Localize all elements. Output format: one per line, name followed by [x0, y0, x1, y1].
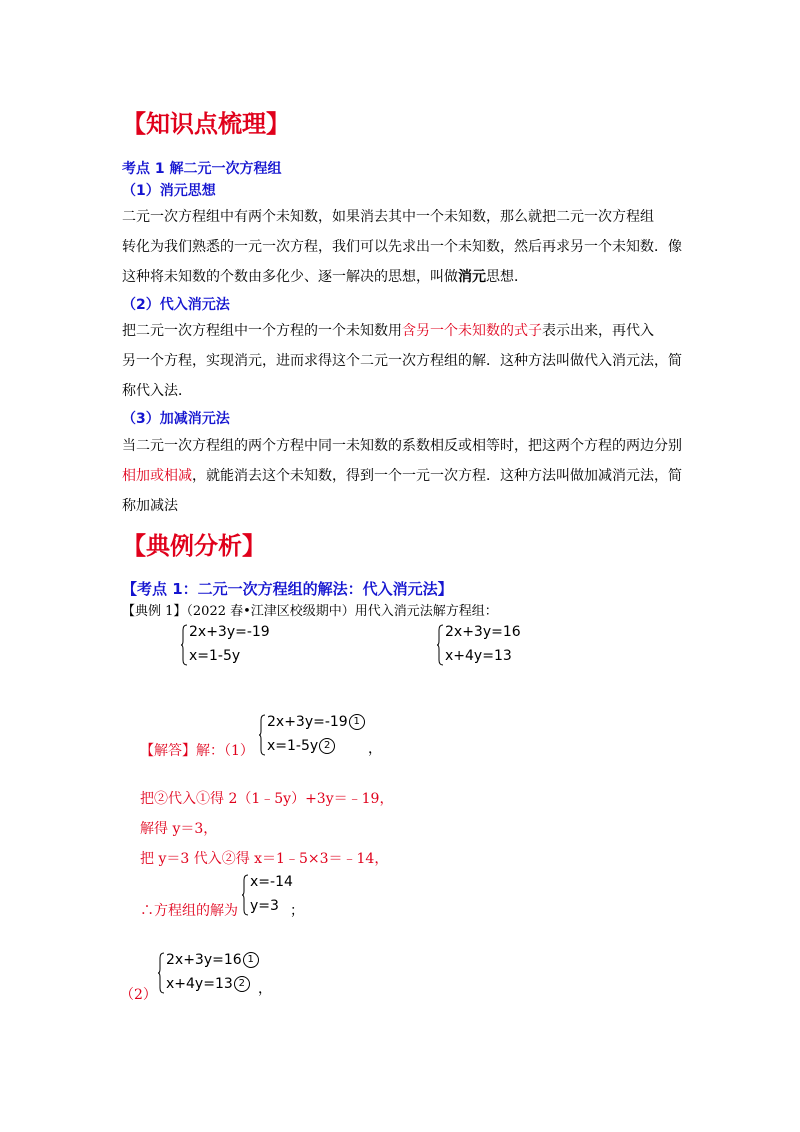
kaodian-heading: 考点 1 解二元一次方程组	[122, 161, 282, 177]
subheading-dairu: （2）代入消元法	[122, 297, 230, 313]
subheading-jiajian: （3）加减消元法	[122, 411, 230, 427]
circled-two-icon: 2	[319, 738, 335, 754]
kaodian1-heading: 【考点 1：二元一次方程组的解法：代入消元法】	[122, 580, 453, 598]
example1-sys2-eq1: 2x+3y=16	[445, 624, 521, 640]
left-brace-icon	[258, 714, 266, 756]
example1-sys1-eq2: x=1-5y	[189, 648, 241, 664]
answer-semicolon: ；	[290, 903, 304, 919]
answer-step3: 把 y＝3 代入②得 x＝1﹣5×3＝﹣14，	[140, 851, 389, 867]
circled-two-icon: 2	[234, 976, 250, 992]
example1-sys2-eq2: x+4y=13	[445, 648, 512, 664]
para3-line3: 称加减法	[122, 498, 178, 514]
red-highlight-expression: 含另一个未知数的式子	[402, 323, 542, 339]
para3-line1: 当二元一次方程组的两个方程中同一未知数的系数相反或相等时，把这两个方程的两边分别	[122, 438, 682, 454]
left-brace-icon	[241, 874, 249, 916]
answer-comma: ，	[368, 741, 382, 757]
para2-line3: 称代入法．	[122, 383, 192, 399]
answer-sys1-eq2: x=1-5y 2	[267, 738, 335, 754]
red-highlight-add-subtract: 相加或相减	[122, 468, 192, 484]
para1-line3: 这种将未知数的个数由多化少、逐一解决的思想，叫做消元思想．	[122, 269, 528, 285]
circled-one-icon: 1	[243, 952, 259, 968]
left-brace-icon	[157, 952, 165, 994]
example1-sys1-eq1: 2x+3y=-19	[189, 624, 270, 640]
answer-part2-comma: ，	[258, 981, 272, 997]
para2-line2: 另一个方程，实现消元，进而求得这个二元一次方程组的解．这种方法叫做代入消元法，简	[122, 353, 682, 369]
solution-y: y=3	[250, 898, 279, 914]
subheading-xiaoyuan: （1）消元思想	[122, 183, 216, 199]
answer-step2: 解得 y＝3，	[140, 821, 218, 837]
para1-line1: 二元一次方程组中有两个未知数，如果消去其中一个未知数，那么就把二元一次方程组	[122, 209, 654, 225]
answer-step1: 把②代入①得 2（1﹣5y）+3y＝﹣19，	[140, 791, 394, 807]
answer-step4-prefix: ∴方程组的解为	[140, 903, 238, 919]
solution-x: x=-14	[250, 874, 293, 890]
answer-label: 【解答】解：（1）	[140, 743, 254, 759]
answer-sys1-eq1: 2x+3y=-19 1	[267, 714, 365, 730]
answer-sys2-eq1: 2x+3y=16 1	[166, 952, 259, 968]
example1-intro: 【典例 1】（2022 春•江津区校级期中）用代入消元法解方程组：	[122, 604, 498, 619]
left-brace-icon	[180, 624, 188, 666]
para2-line1: 把二元一次方程组中一个方程的一个未知数用含另一个未知数的式子表示出来，再代入	[122, 323, 654, 339]
answer-sys2-eq2: x+4y=13 2	[166, 976, 250, 992]
para3-line2: 相加或相减，就能消去这个未知数，得到一个一元一次方程．这种方法叫做加减消元法，简	[122, 468, 682, 484]
section-title-knowledge: 【知识点梳理】	[122, 110, 290, 138]
bold-xiaoyuan: 消元	[458, 269, 486, 285]
section-title-examples: 【典例分析】	[122, 532, 266, 560]
answer-part2-label: （2）	[120, 987, 157, 1003]
para1-line2: 转化为我们熟悉的一元一次方程，我们可以先求出一个未知数，然后再求另一个未知数．像	[122, 239, 682, 255]
circled-one-icon: 1	[349, 714, 365, 730]
left-brace-icon	[436, 624, 444, 666]
